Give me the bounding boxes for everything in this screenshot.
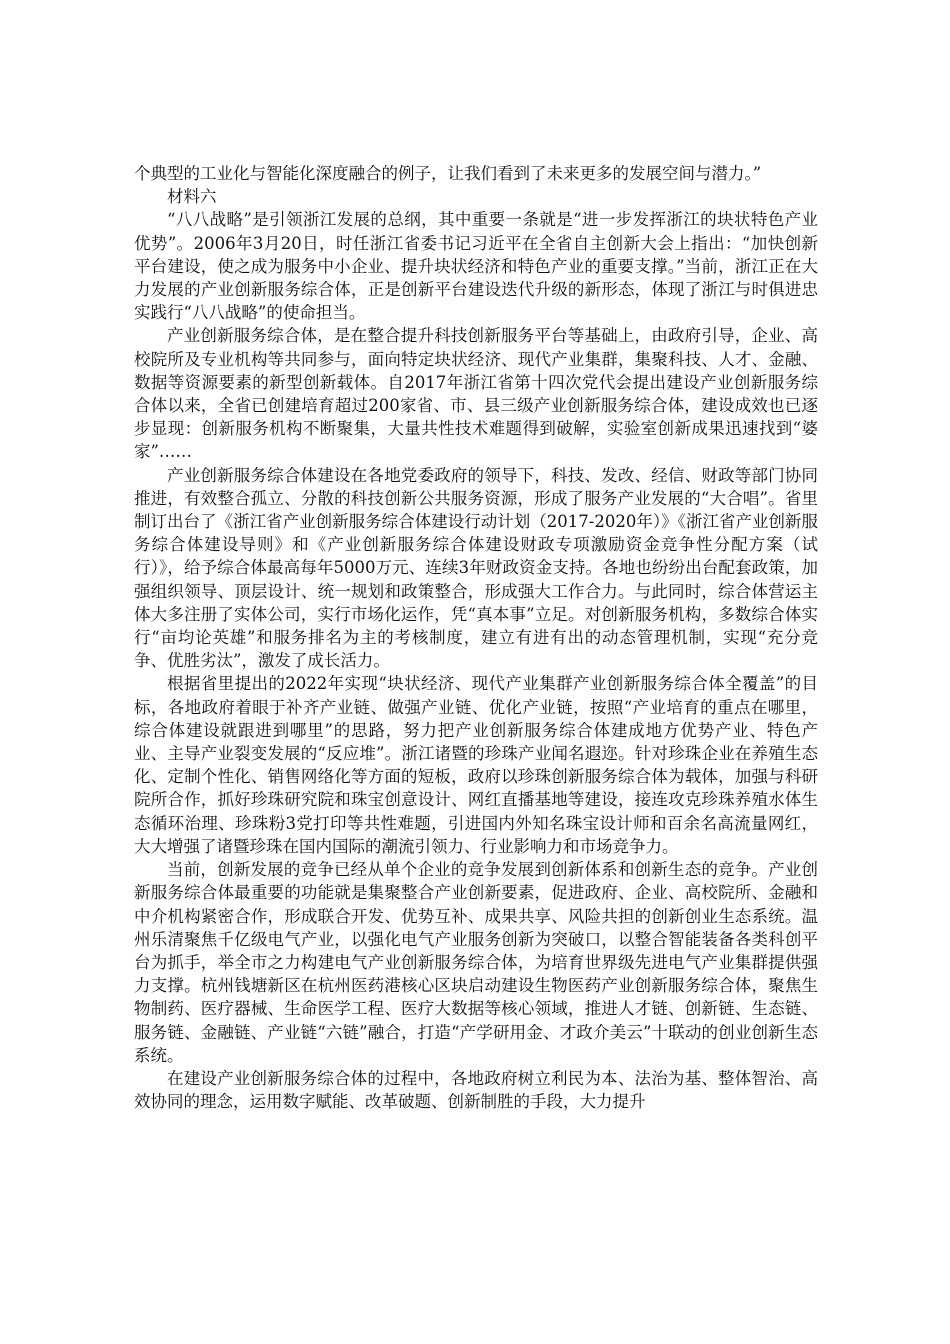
paragraph: “八八战略”是引领浙江发展的总纲，其中重要一条就是“进一步发挥浙江的块状特色产业优势”。2006年3月20日，时任浙江省委书记习近平在全省自主创新大会上指出：“加快创新平台建设，使之成为服务中小企业、提升块状经济和特色产业的重要支撑。”当前，浙江正在大力发展的产业创新服务综合体，正是创新平台建设迭代升级的新形态，体现了浙江与时俱进忠实践行“八八战略”的使命担当。	[134, 210, 818, 323]
paragraph-continuation: 个典型的工业化与智能化深度融合的例子，让我们看到了未来更多的发展空间与潜力。”	[134, 164, 762, 183]
paragraph: 在建设产业创新服务综合体的过程中，各地政府树立利民为本、法治为基、整体智治、高效协同的理念，运用数字赋能、改革破题、创新制胜的手段，大力提升	[134, 1068, 818, 1112]
document-body	[134, 162, 818, 1113]
paragraph: 根据省里提出的2022年实现“块状经济、现代产业集群产业创新服务综合体全覆盖”的目标，各地政府着眼于补齐产业链、做强产业链、优化产业链，按照“产业培育的重点在哪里，综合体建设就跟进到哪里”的思路，努力把产业创新服务综合体建成地方优势产业、特色产业、主导产业裂变发展的“反应堆”。浙江诸暨的珍珠产业闻名遐迩。针对珍珠企业在养殖生态化、定制个性化、销售网络化等方面的短板，政府以珍珠创新服务综合体为载体，加强与科研院所合作，抓好珍珠研究院和珠宝创意设计、网红直播基地等建设，接连攻克珍珠养殖水体生态循环治理、珍珠粉3党打印等共性难题，引进国内外知名珠宝设计师和百余名高流量网红，大大增强了诸暨珍珠在国内国际的潮流引领力、行业影响力和市场竞争力。	[134, 674, 818, 856]
paragraph: 当前，创新发展的竞争已经从单个企业的竞争发展到创新体系和创新生态的竞争。产业创新服务综合体最重要的功能就是集聚整合产业创新要素，促进政府、企业、高校院所、金融和中介机构紧密合作，形成联合开发、优势互补、成果共享、风险共担的创新创业生态系统。温州乐清聚焦千亿级电气产业，以强化电气产业服务创新为突破口，以整合智能装备各类科创平台为抓手，举全市之力构建电气产业创新服务综合体，为培育世界级先进电气产业集群提供强力支撑。杭州钱塘新区在杭州医药港核心区块启动建设生物医药产业创新服务综合体，聚焦生物制药、医疗器械、生命医学工程、医疗大数据等核心领域，推进人才链、创新链、生态链、服务链、金融链、产业链“六链”融合，打造“产学研用金、才政介美云”十联动的创业创新生态系统。	[134, 860, 818, 1065]
material-heading: 材料六	[167, 187, 217, 207]
paragraph: 产业创新服务综合体，是在整合提升科技创新服务平台等基础上，由政府引导，企业、高校院所及专业机构等共同参与，面向特定块状经济、现代产业集群，集聚科技、人才、金融、数据等资源要素的新型创新载体。自2017年浙江省第十四次党代会提出建设产业创新服务综合体以来，全省已创建培育超过200家省、市、县三级产业创新服务综合体，建设成效也已逐步显现：创新服务机构不断聚集，大量共性技术难题得到破解，实验室创新成果迅速找到“婆家”……	[134, 326, 818, 462]
paragraph: 产业创新服务综合体建设在各地党委政府的领导下，科技、发改、经信、财政等部门协同推进，有效整合孤立、分散的科技创新公共服务资源，形成了服务产业发展的“大合唱”。省里制订出台了《浙江省产业创新服务综合体建设行动计划（2017-2020年）》《浙江省产业创新服务综合体建设导则》和《产业创新服务综合体建设财政专项激励资金竞争性分配方案（试行）》，给予综合体最高每年5000万元、连续3年财政资金支持。各地也纷纷出台配套政策，加强组织领导、顶层设计、统一规划和政策整合，形成强大工作合力。与此同时，综合体营运主体大多注册了实体公司，实行市场化运作，凭“真本事”立足。对创新服务机构，多数综合体实行“亩均论英雄”和服务排名为主的考核制度，建立有进有出的动态管理机制，实现“充分竞争、优胜劣汰”，激发了成长活力。	[134, 465, 818, 671]
